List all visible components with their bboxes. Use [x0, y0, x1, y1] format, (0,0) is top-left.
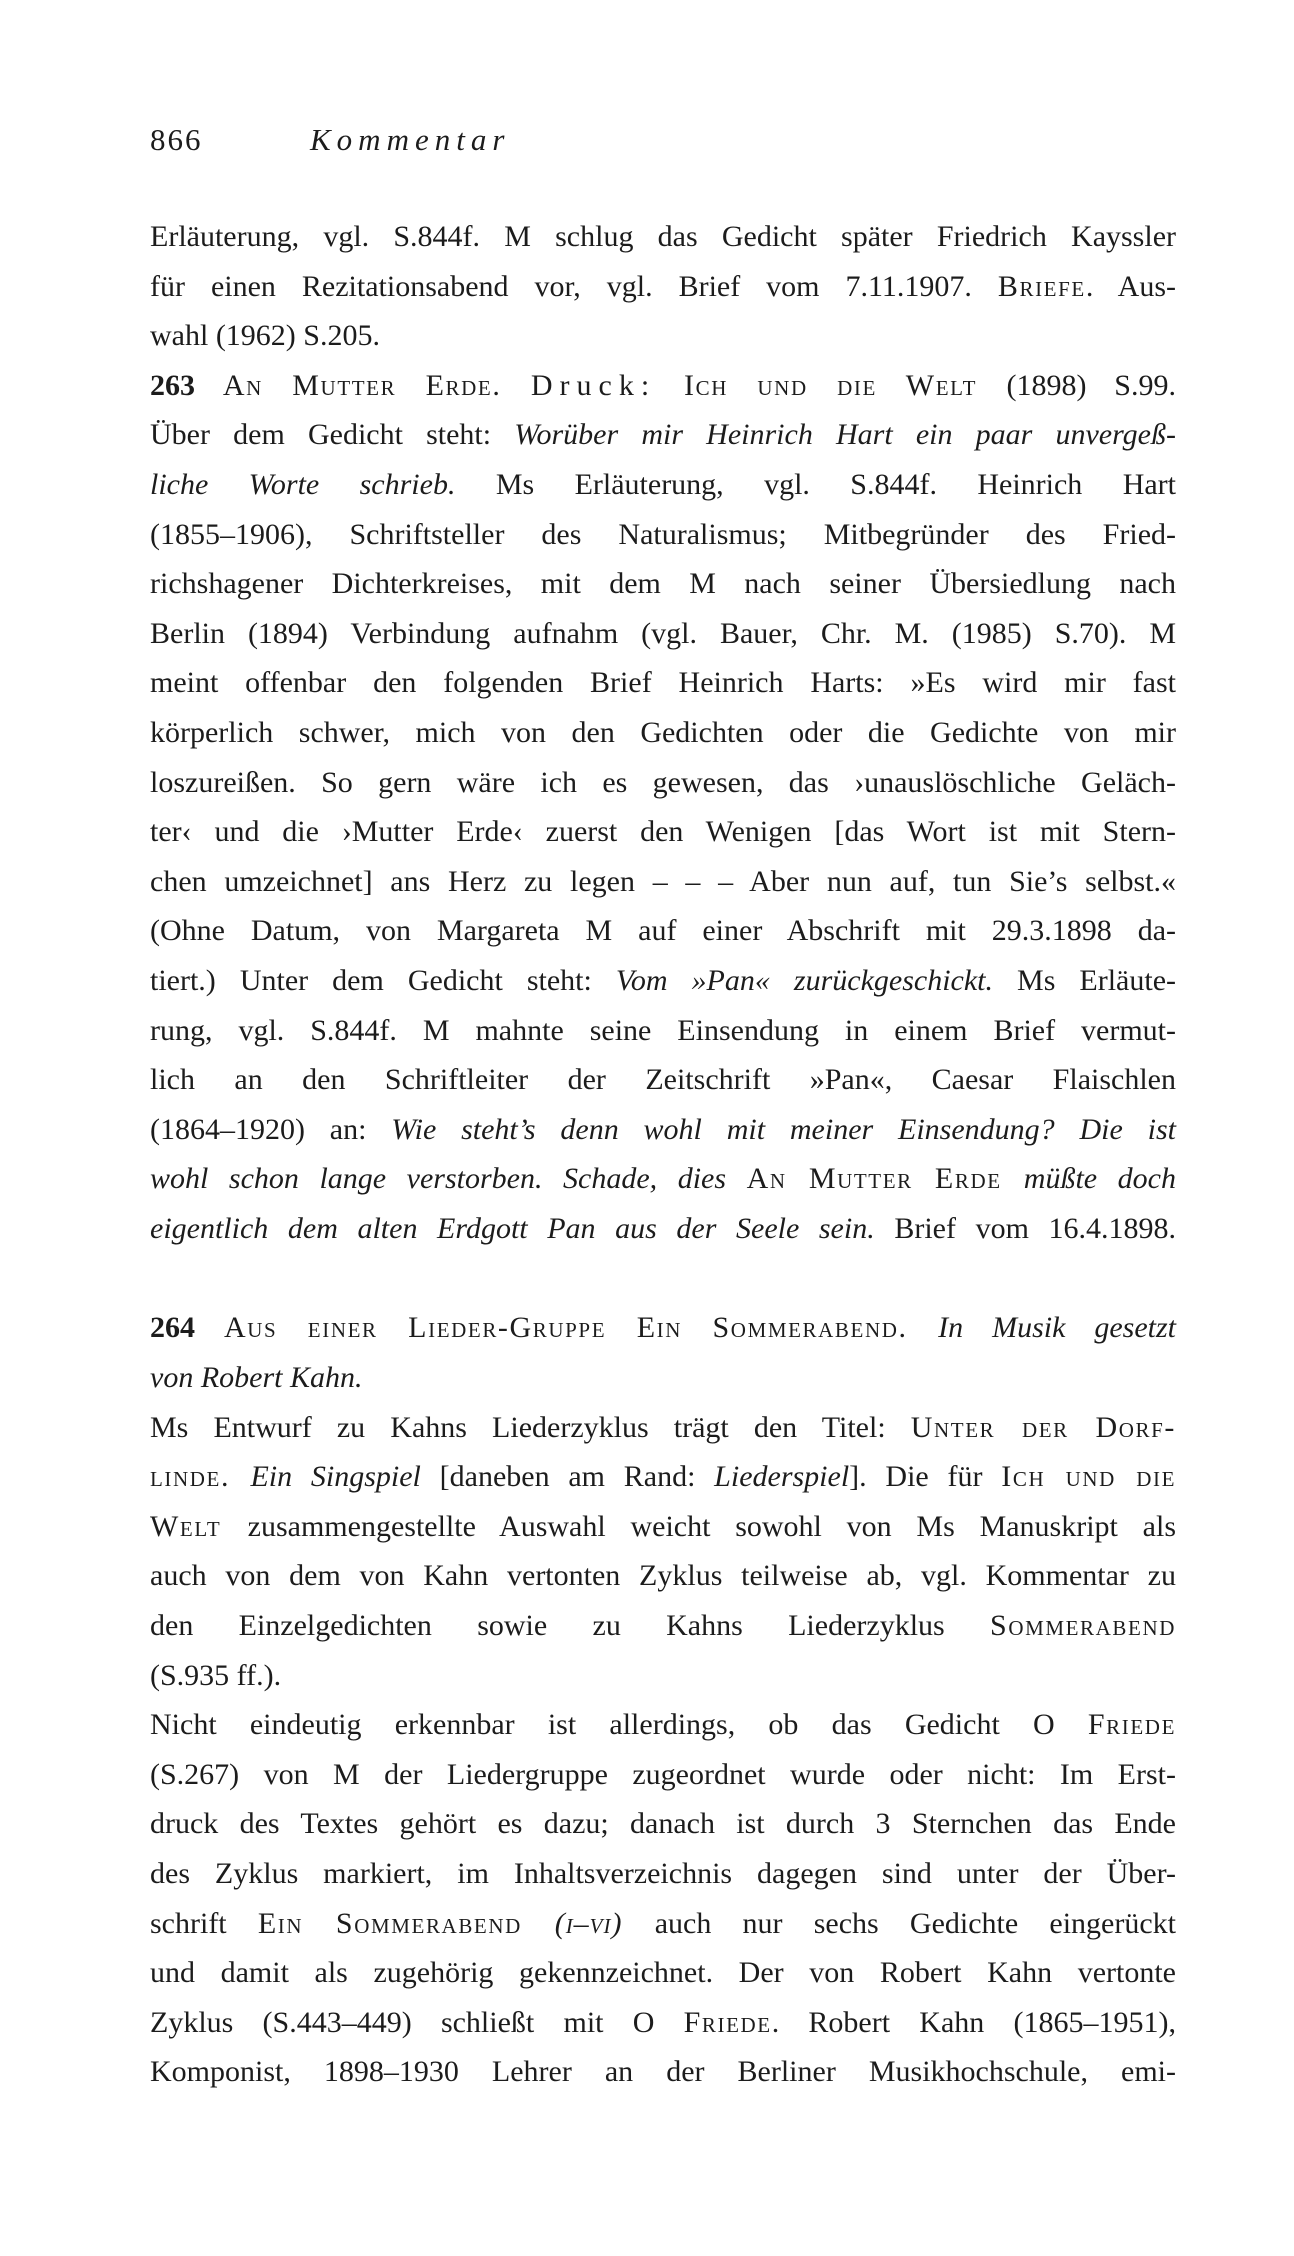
text-segment: Ich und die Welt	[684, 368, 1007, 402]
text-segment: körperlich schwer, mich von den Gedichten oder die Gedichte von mir	[150, 715, 1176, 749]
text-segment: Brief vom 16.4.1898.	[894, 1211, 1177, 1245]
text-line	[150, 410, 1176, 460]
text-line	[150, 1055, 1176, 1105]
text-segment: eigentlich dem alten Erdgott Pan aus der Seele sein.	[150, 1211, 895, 1245]
text-line	[150, 1998, 1176, 2048]
text-segment: An Mutter Erde	[746, 1162, 1024, 1196]
text-segment: In Musik gesetzt	[938, 1311, 1176, 1345]
text-line	[150, 609, 1176, 659]
text-body	[150, 212, 1176, 2097]
text-segment: (S.267) von M der Liedergruppe zugeordnet wurde oder nicht: Im Erst-	[150, 1757, 1176, 1791]
text-line	[150, 1403, 1176, 1453]
text-segment: Nicht eindeutig erkennbar ist allerdings, ob das Gedicht O	[150, 1708, 1088, 1742]
text-segment: Friede	[683, 2005, 772, 2039]
text-segment: Friede	[1087, 1708, 1176, 1742]
text-segment: druck des Textes gehört es dazu; danach ist durch 3 Sternchen das Ende	[150, 1807, 1176, 1841]
text-segment: Ms Erläute-	[1017, 963, 1176, 997]
text-segment: An Mutter Erde.	[222, 368, 531, 402]
text-line	[150, 758, 1176, 808]
text-line	[150, 1899, 1176, 1949]
text-line	[150, 1651, 1176, 1701]
text-segment: müßte doch	[1023, 1162, 1176, 1196]
text-segment: linde.	[150, 1460, 251, 1494]
text-segment: meint offenbar den folgenden Brief Heinrich Harts: »Es wird mir fast	[150, 666, 1176, 700]
text-segment: (Ohne Datum, von Margareta M auf einer Abschrift mit 29.3.1898 da-	[150, 914, 1176, 948]
text-segment: auch von dem von Kahn vertonten Zyklus teilweise ab, vgl. Kommentar zu	[150, 1559, 1176, 1593]
text-segment: Druck:	[530, 368, 657, 402]
text-segment: tiert.) Unter dem Gedicht steht:	[150, 963, 616, 997]
text-segment: (1898) S.99.	[1006, 368, 1176, 402]
text-segment: richshagener Dichterkreises, mit dem M nach seiner Übersiedlung nach	[150, 567, 1176, 601]
text-line	[150, 559, 1176, 609]
text-segment: (1855–1906), Schriftsteller des Naturalismus; Mitbegründer des Fried-	[150, 517, 1176, 551]
text-segment: liche Worte schrieb.	[150, 467, 496, 501]
text-segment: Ms Erläuterung, vgl. S.844f. Heinrich Hart	[495, 467, 1176, 501]
text-segment: lich an den Schriftleiter der Zeitschrift »Pan«, Caesar Flaischlen	[150, 1063, 1176, 1097]
text-line	[150, 361, 1176, 411]
text-segment: Berlin (1894) Verbindung aufnahm (vgl. Bauer, Chr. M. (1985) S.70). M	[150, 616, 1176, 650]
text-segment: ter‹ und die ›Mutter Erde‹ zuerst den Wenigen [das Wort ist mit Stern-	[150, 815, 1176, 849]
text-segment: Welt	[150, 1509, 248, 1543]
text-segment: 263	[150, 368, 223, 402]
text-line	[150, 311, 1176, 361]
text-line	[150, 510, 1176, 560]
text-segment	[656, 369, 684, 402]
page-number: 866	[150, 122, 203, 157]
text-segment: (i–vi)	[554, 1906, 655, 1940]
text-line	[150, 1551, 1176, 1601]
text-segment: rung, vgl. S.844f. M mahnte seine Einsendung in einem Brief vermut-	[150, 1013, 1176, 1047]
text-segment: ]. Die für	[849, 1460, 1002, 1494]
text-segment: Ein Singspiel	[250, 1460, 440, 1494]
text-line	[150, 857, 1176, 907]
text-line	[150, 1303, 1176, 1353]
text-segment: Über dem Gedicht steht:	[150, 418, 515, 452]
text-segment: und damit als zugehörig gekennzeichnet. Der von Robert Kahn vertonte	[150, 1956, 1176, 1990]
text-segment: von Robert Kahn.	[150, 1361, 363, 1395]
text-segment: (1864–1920) an:	[150, 1112, 392, 1146]
text-line	[150, 1204, 1176, 1254]
text-segment: auch nur sechs Gedichte eingerückt	[654, 1906, 1176, 1940]
text-line	[150, 1948, 1176, 1998]
text-segment: Wie steht’s denn wohl mit meiner Einsendung? Die ist	[391, 1112, 1176, 1146]
text-line	[150, 956, 1176, 1006]
text-line	[150, 658, 1176, 708]
text-line	[150, 1799, 1176, 1849]
entry-263-an-mutter-erde	[150, 361, 1176, 1254]
text-segment: Unter der Dorf-	[910, 1410, 1176, 1444]
text-segment: Aus einer Lieder-Gruppe Ein Sommerabend.	[223, 1311, 939, 1345]
text-line	[150, 807, 1176, 857]
text-line	[150, 1601, 1176, 1651]
text-segment: . Robert Kahn (1865–1951),	[771, 2005, 1176, 2039]
text-line	[150, 262, 1176, 312]
text-line	[150, 906, 1176, 956]
text-line	[150, 2047, 1176, 2097]
text-segment: Erläuterung, vgl. S.844f. M schlug das Gedicht später Friedrich Kayssler	[150, 220, 1176, 253]
text-segment: den Einzelgedichten sowie zu Kahns Liederzyklus	[150, 1609, 991, 1643]
text-segment: Komponist, 1898–1930 Lehrer an der Berliner Musikhochschule, emi-	[150, 2055, 1176, 2089]
text-segment: Ich und die	[1001, 1460, 1177, 1494]
text-segment: wahl (1962) S.205.	[150, 319, 380, 353]
text-segment: Vom »Pan« zurückgeschickt.	[615, 963, 1018, 997]
text-segment: . Aus-	[1085, 269, 1176, 303]
text-segment: wohl schon lange verstorben. Schade, dies	[150, 1162, 747, 1196]
text-segment: Zyklus (S.443–449) schließt mit O	[150, 2005, 684, 2039]
text-line	[150, 708, 1176, 758]
text-line	[150, 212, 1176, 262]
text-segment: Worüber mir Heinrich Hart ein paar unvergeß-	[514, 418, 1176, 452]
text-segment: Ein Sommerabend	[257, 1906, 555, 1940]
text-segment: chen umzeichnet] ans Herz zu legen – – – Aber nun auf, tun Sie’s selbst.«	[150, 864, 1176, 898]
text-segment: schrift	[150, 1906, 258, 1940]
text-segment: zusammengestellte Auswahl weicht sowohl von Ms Manuskript als	[247, 1509, 1176, 1543]
running-title: Kommentar	[310, 122, 511, 157]
text-line	[150, 1502, 1176, 1552]
text-line	[150, 1700, 1176, 1750]
text-segment: Liederspiel	[714, 1460, 850, 1494]
text-segment: Sommerabend	[990, 1609, 1176, 1643]
text-segment: loszureißen. So gern wäre ich es gewesen, das ›unauslöschliche Geläch-	[150, 765, 1176, 799]
continuation-paragraph	[150, 212, 1176, 361]
text-segment: [daneben am Rand:	[439, 1460, 715, 1494]
text-segment: (S.935 ff.).	[150, 1658, 282, 1692]
text-line	[150, 1353, 1176, 1403]
entry-264-ein-sommerabend	[150, 1303, 1176, 2097]
text-line	[150, 1105, 1176, 1155]
text-segment: Briefe	[997, 269, 1086, 303]
text-line	[150, 1849, 1176, 1899]
text-segment: des Zyklus markiert, im Inhaltsverzeichnis dagegen sind unter der Über-	[150, 1857, 1176, 1890]
text-segment: 264	[150, 1311, 224, 1345]
page-header	[150, 122, 510, 158]
text-line	[150, 1154, 1176, 1204]
text-segment: für einen Rezitationsabend vor, vgl. Brief vom 7.11.1907.	[150, 269, 998, 303]
text-line	[150, 1006, 1176, 1056]
text-line	[150, 1452, 1176, 1502]
text-segment: Ms Entwurf zu Kahns Liederzyklus trägt den Titel:	[150, 1410, 911, 1444]
text-line	[150, 460, 1176, 510]
text-line	[150, 1750, 1176, 1800]
